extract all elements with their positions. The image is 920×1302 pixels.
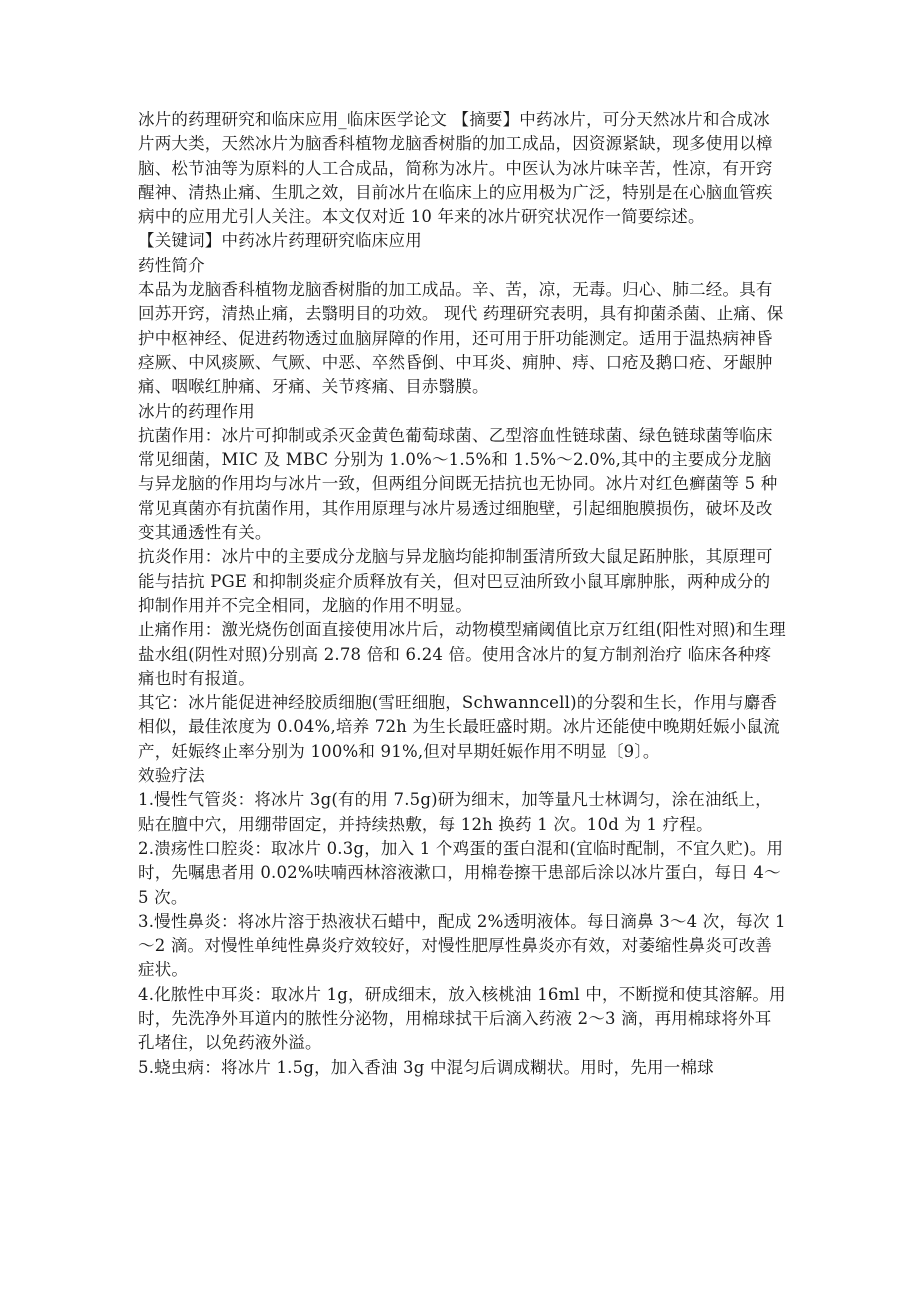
remedy-item: 4.化脓性中耳炎：取冰片 1g，研成细末，放入核桃油 16ml 中，不断搅和使其溶解。用时，先洗净外耳道内的脓性分泌物，用棉球拭干后滴入药液 2～3 滴，再用棉球将外耳孔堵住，以免药液外溢。	[138, 984, 786, 1053]
anti-inflammatory-paragraph: 抗炎作用：冰片中的主要成分龙脑与异龙脑均能抑制蛋清所致大鼠足跖肿胀，其原理可能与拮抗 PGE 和抑制炎症介质释放有关，但对巴豆油所致小鼠耳廓肿胀，两种成分的抑制作用并不完全相同，龙脑的作用不明显。	[138, 547, 773, 615]
remedy-item: 2.溃疡性口腔炎：取冰片 0.3g，加入 1 个鸡蛋的蛋白混和(宜临时配制，不宜久贮)。用时，先嘱患者用 0.02%呋喃西林溶液漱口，用棉卷擦干患部后涂以冰片蛋白，每日 4～5 次。	[138, 838, 784, 907]
section-heading-profile: 药性简介	[138, 255, 205, 275]
antibacterial-paragraph: 抗菌作用：冰片可抑制或杀灭金黄色葡萄球菌、乙型溶血性链球菌、绿色链球菌等临床常见细菌，MIC 及 MBC 分别为 1.0%～1.5%和 1.5%～2.0%,其中的主要成分龙脑与异龙脑的作用均与冰片一致，但两组分间既无拮抗也无协同。冰片对红色癣菌等 5 种常见真菌亦有抗菌作用，其作用原理与冰片易透过细胞壁，引起细胞膜损伤，破坏及改变其通透性有关。	[138, 425, 778, 543]
remedy-item: 3.慢性鼻炎：将冰片溶于热液状石蜡中，配成 2%透明液体。每日滴鼻 3～4 次，每次 1～2 滴。对慢性单纯性鼻炎疗效较好，对慢性肥厚性鼻炎亦有效，对萎缩性鼻炎可改善症状。	[138, 911, 786, 980]
section-heading-remedies: 效验疗法	[138, 766, 205, 786]
profile-paragraph: 本品为龙脑香科植物龙脑香树脂的加工成品。辛、苦，凉，无毒。归心、肺二经。具有回苏开窍，清热止痛，去翳明目的功效。 现代 药理研究表明，具有抑菌杀菌、止痛、保护中枢神经、促进药物透过血脑屏障的作用，还可用于肝功能测定。适用于温热病神昏痉厥、中风痰厥、气厥、中恶、卒然昏倒、中耳炎、痈肿、痔、口疮及鹅口疮、牙龈肿痛、咽喉红肿痛、牙痛、关节疼痛、目赤翳膜。	[138, 280, 784, 397]
keywords-line: 【关键词】中药冰片药理研究临床应用	[138, 231, 422, 251]
analgesic-paragraph: 止痛作用：激光烧伤创面直接使用冰片后，动物模型痛阈值比京万红组(阳性对照)和生理盐水组(阴性对照)分别高 2.78 倍和 6.24 倍。使用含冰片的复方制剂治疗 临床各种疼痛也时有报道。	[138, 620, 786, 688]
intro-paragraph: 冰片的药理研究和临床应用_临床医学论文 【摘要】中药冰片，可分天然冰片和合成冰片两大类，天然冰片为脑香科植物龙脑香树脂的加工成品，因资源紧缺，现多使用以樟脑、松节油等为原料的人工合成品，简称为冰片。中医认为冰片味辛苦，性凉，有开窍醒神、清热止痛、生肌之效，目前冰片在临床上的应用极为广泛，特别是在心脑血管疾病中的应用尤引人关注。本文仅对近 10 年来的冰片研究状况作一简要综述。	[138, 110, 773, 227]
remedy-item: 5.蛲虫病：将冰片 1.5g，加入香油 3g 中混匀后调成糊状。用时，先用一棉球	[138, 1057, 714, 1077]
other-effects-paragraph: 其它：冰片能促进神经胶质细胞(雪旺细胞，Schwanncell)的分裂和生长，作用与麝香相似，最佳浓度为 0.04%,培养 72h 为生长最旺盛时期。冰片还能使中晚期妊娠小鼠流产，妊娠终止率分别为 100%和 91%,但对早期妊娠作用不明显〔9〕。	[138, 693, 780, 761]
document-body	[138, 108, 786, 1080]
section-heading-pharmacology: 冰片的药理作用	[138, 401, 255, 421]
remedy-item: 1.慢性气管炎：将冰片 3g(有的用 7.5g)研为细末，加等量凡士林调匀，涂在油纸上，贴在膻中穴，用绷带固定，并持续热敷，每 12h 换药 1 次。10d 为 1 疗程。	[138, 790, 772, 834]
